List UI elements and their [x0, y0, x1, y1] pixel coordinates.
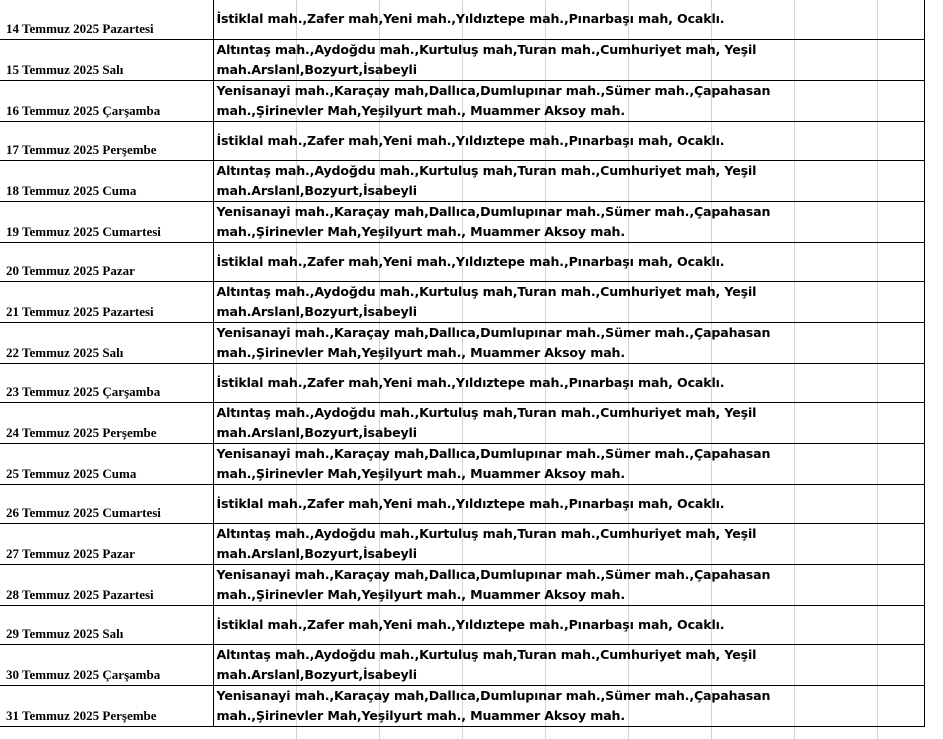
areas-cell[interactable] — [213, 322, 924, 363]
areas-text: İstiklal mah.,Zafer mah,Yeni mah.,Yıldıztepe mah.,Pınarbaşı mah, Ocaklı. — [216, 11, 725, 27]
areas-text: Yenisanayi mah.,Karaçay mah,Dallıca,Dumlupınar mah.,Sümer mah.,Çapahasan mah.,Şirinevler Mah,Yeşilyurt mah., Muammer Aksoy mah. — [216, 566, 771, 602]
table-row — [0, 160, 924, 201]
areas-text: İstiklal mah.,Zafer mah,Yeni mah.,Yıldıztepe mah.,Pınarbaşı mah, Ocaklı. — [216, 374, 725, 390]
areas-cell[interactable] — [213, 605, 924, 644]
table-row — [0, 121, 924, 160]
date-cell[interactable]: 17 Temmuz 2025 Perşembe — [0, 121, 213, 160]
areas-text: İstiklal mah.,Zafer mah,Yeni mah.,Yıldıztepe mah.,Pınarbaşı mah, Ocaklı. — [216, 253, 725, 269]
table-row — [0, 402, 924, 443]
areas-cell[interactable] — [213, 363, 924, 402]
areas-text: Altıntaş mah.,Aydoğdu mah.,Kurtuluş mah,Turan mah.,Cumhuriyet mah, Yeşil mah.Arslanl,Bozyurt,İsabeyli — [216, 646, 757, 682]
date-cell[interactable]: 25 Temmuz 2025 Cuma — [0, 443, 213, 484]
areas-text: Altıntaş mah.,Aydoğdu mah.,Kurtuluş mah,Turan mah.,Cumhuriyet mah, Yeşil mah.Arslanl,Bozyurt,İsabeyli — [216, 404, 757, 440]
date-cell[interactable]: 21 Temmuz 2025 Pazartesi — [0, 281, 213, 322]
areas-cell[interactable] — [213, 523, 924, 564]
table-row — [0, 39, 924, 80]
areas-cell[interactable] — [213, 443, 924, 484]
table-row — [0, 443, 924, 484]
date-cell[interactable]: 15 Temmuz 2025 Salı — [0, 39, 213, 80]
areas-text: İstiklal mah.,Zafer mah,Yeni mah.,Yıldıztepe mah.,Pınarbaşı mah, Ocaklı. — [216, 616, 725, 632]
areas-text: Yenisanayi mah.,Karaçay mah,Dallıca,Dumlupınar mah.,Sümer mah.,Çapahasan mah.,Şirinevler Mah,Yeşilyurt mah., Muammer Aksoy mah. — [216, 687, 771, 723]
areas-cell[interactable] — [213, 281, 924, 322]
areas-text: Yenisanayi mah.,Karaçay mah,Dallıca,Dumlupınar mah.,Sümer mah.,Çapahasan mah.,Şirinevler Mah,Yeşilyurt mah., Muammer Aksoy mah. — [216, 203, 771, 239]
areas-text: Yenisanayi mah.,Karaçay mah,Dallıca,Dumlupınar mah.,Sümer mah.,Çapahasan mah.,Şirinevler Mah,Yeşilyurt mah., Muammer Aksoy mah. — [216, 445, 771, 481]
areas-text: İstiklal mah.,Zafer mah,Yeni mah.,Yıldıztepe mah.,Pınarbaşı mah, Ocaklı. — [216, 495, 725, 511]
areas-text: Altıntaş mah.,Aydoğdu mah.,Kurtuluş mah,Turan mah.,Cumhuriyet mah, Yeşil mah.Arslanl,Bozyurt,İsabeyli — [216, 283, 757, 319]
date-cell[interactable]: 28 Temmuz 2025 Pazartesi — [0, 564, 213, 605]
areas-cell[interactable] — [213, 201, 924, 242]
areas-cell[interactable] — [213, 484, 924, 523]
areas-text: Altıntaş mah.,Aydoğdu mah.,Kurtuluş mah,Turan mah.,Cumhuriyet mah, Yeşil mah.Arslanl,Bozyurt,İsabeyli — [216, 162, 757, 198]
areas-cell[interactable] — [213, 0, 924, 39]
areas-cell[interactable] — [213, 121, 924, 160]
areas-cell[interactable] — [213, 80, 924, 121]
table-row — [0, 80, 924, 121]
areas-cell[interactable] — [213, 39, 924, 80]
areas-text: İstiklal mah.,Zafer mah,Yeni mah.,Yıldıztepe mah.,Pınarbaşı mah, Ocaklı. — [216, 132, 725, 148]
areas-text: Yenisanayi mah.,Karaçay mah,Dallıca,Dumlupınar mah.,Sümer mah.,Çapahasan mah.,Şirinevler Mah,Yeşilyurt mah., Muammer Aksoy mah. — [216, 324, 771, 360]
date-cell[interactable]: 29 Temmuz 2025 Salı — [0, 605, 213, 644]
areas-text: Yenisanayi mah.,Karaçay mah,Dallıca,Dumlupınar mah.,Sümer mah.,Çapahasan mah.,Şirinevler Mah,Yeşilyurt mah., Muammer Aksoy mah. — [216, 82, 771, 118]
table-row — [0, 484, 924, 523]
date-cell[interactable]: 18 Temmuz 2025 Cuma — [0, 160, 213, 201]
date-cell[interactable]: 27 Temmuz 2025 Pazar — [0, 523, 213, 564]
table-row — [0, 644, 924, 685]
table-row — [0, 281, 924, 322]
date-cell[interactable]: 22 Temmuz 2025 Salı — [0, 322, 213, 363]
table-row — [0, 605, 924, 644]
date-cell[interactable]: 24 Temmuz 2025 Perşembe — [0, 402, 213, 443]
date-cell[interactable]: 20 Temmuz 2025 Pazar — [0, 242, 213, 281]
areas-cell[interactable] — [213, 564, 924, 605]
table-row — [0, 363, 924, 402]
table-row — [0, 242, 924, 281]
areas-text: Altıntaş mah.,Aydoğdu mah.,Kurtuluş mah,Turan mah.,Cumhuriyet mah, Yeşil mah.Arslanl,Bozyurt,İsabeyli — [216, 41, 757, 77]
table-row — [0, 0, 924, 39]
areas-cell[interactable] — [213, 242, 924, 281]
date-cell[interactable]: 31 Temmuz 2025 Perşembe — [0, 685, 213, 726]
date-cell[interactable]: 19 Temmuz 2025 Cumartesi — [0, 201, 213, 242]
areas-cell[interactable] — [213, 160, 924, 201]
table-row — [0, 523, 924, 564]
date-cell[interactable]: 26 Temmuz 2025 Cumartesi — [0, 484, 213, 523]
date-cell[interactable]: 14 Temmuz 2025 Pazartesi — [0, 0, 213, 39]
table-row — [0, 564, 924, 605]
table-row — [0, 322, 924, 363]
areas-cell[interactable] — [213, 644, 924, 685]
table-row — [0, 201, 924, 242]
table-row — [0, 685, 924, 726]
date-cell[interactable]: 16 Temmuz 2025 Çarşamba — [0, 80, 213, 121]
areas-cell[interactable] — [213, 402, 924, 443]
date-cell[interactable]: 30 Temmuz 2025 Çarşamba — [0, 644, 213, 685]
areas-cell[interactable] — [213, 685, 924, 726]
date-cell[interactable]: 23 Temmuz 2025 Çarşamba — [0, 363, 213, 402]
areas-text: Altıntaş mah.,Aydoğdu mah.,Kurtuluş mah,Turan mah.,Cumhuriyet mah, Yeşil mah.Arslanl,Bozyurt,İsabeyli — [216, 525, 757, 561]
